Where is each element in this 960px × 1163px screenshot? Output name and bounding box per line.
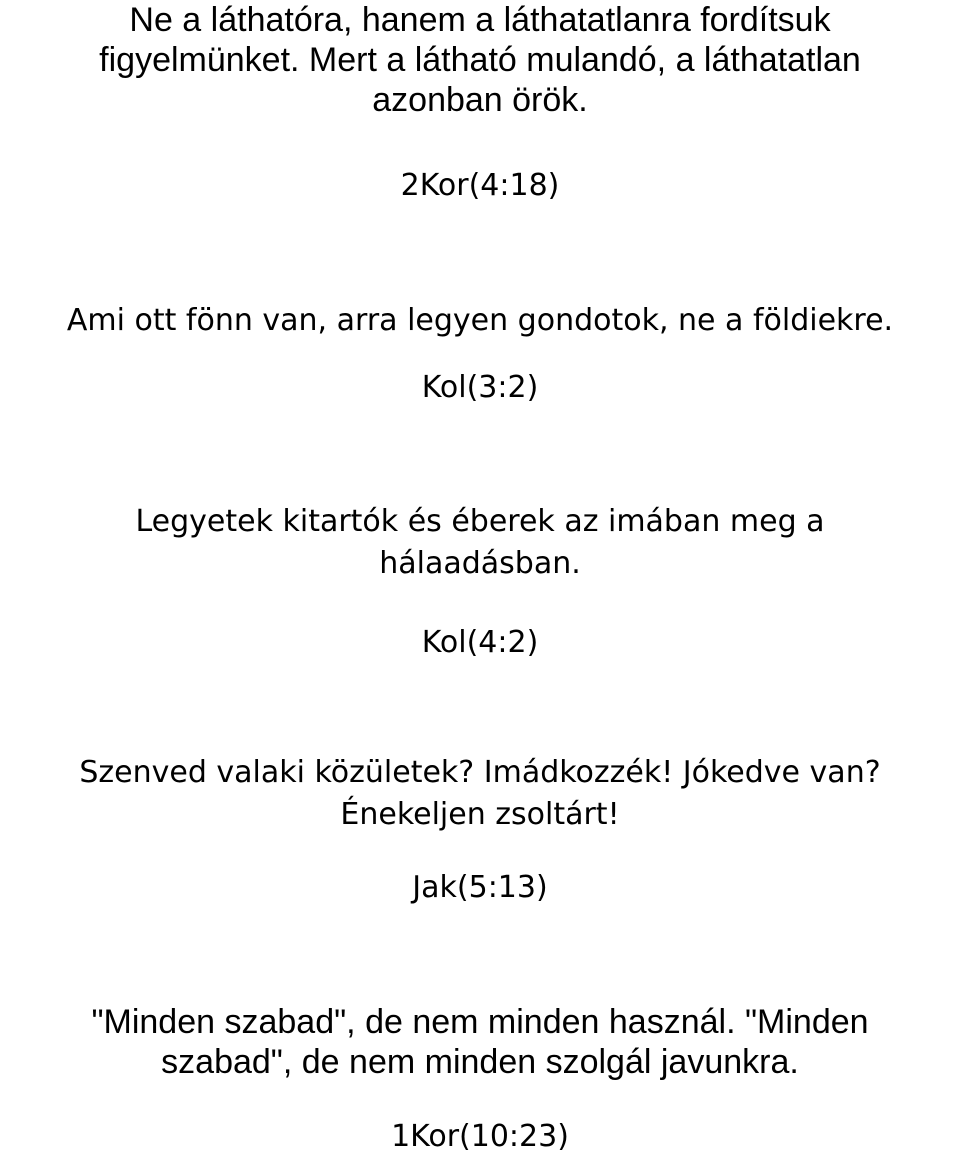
quote-1-line-1: Ne a láthatóra, hanem a láthatatlanra fordítsuk	[129, 1, 831, 39]
quote-3-reference: Kol(4:2)	[421, 625, 539, 660]
quote-3-line-1: Legyetek kitartók és éberek az imában meg a	[135, 504, 825, 539]
quote-3-line-2: hálaadásban.	[379, 546, 581, 581]
quote-2-text	[0, 300, 960, 342]
quote-5-line-2: szabad", de nem minden szolgál javunkra.	[161, 1043, 799, 1081]
quote-2-reference: Kol(3:2)	[421, 370, 539, 405]
quote-4-line-1: Szenved valaki közületek? Imádkozzék! Jókedve van?	[79, 755, 881, 790]
quote-5-reference: 1Kor(10:23)	[391, 1119, 569, 1154]
quote-1-line-2: figyelmünket. Mert a látható mulandó, a láthatatlan	[99, 41, 861, 79]
quote-4-line-2: Énekeljen zsoltárt!	[340, 797, 620, 832]
quote-1-reference: 2Kor(4:18)	[400, 168, 560, 203]
quote-5-line-1: "Minden szabad", de nem minden használ. "Minden	[91, 1003, 869, 1041]
quote-4-reference: Jak(5:13)	[412, 870, 548, 905]
quote-2-line-1: Ami ott fönn van, arra legyen gondotok, ne a földiekre.	[66, 303, 894, 338]
quote-1-line-3: azonban örök.	[372, 81, 588, 119]
quote-5-text	[0, 1002, 960, 1082]
quote-4-text	[0, 752, 960, 836]
quote-1-text	[0, 0, 960, 120]
quote-3-text	[0, 501, 960, 585]
